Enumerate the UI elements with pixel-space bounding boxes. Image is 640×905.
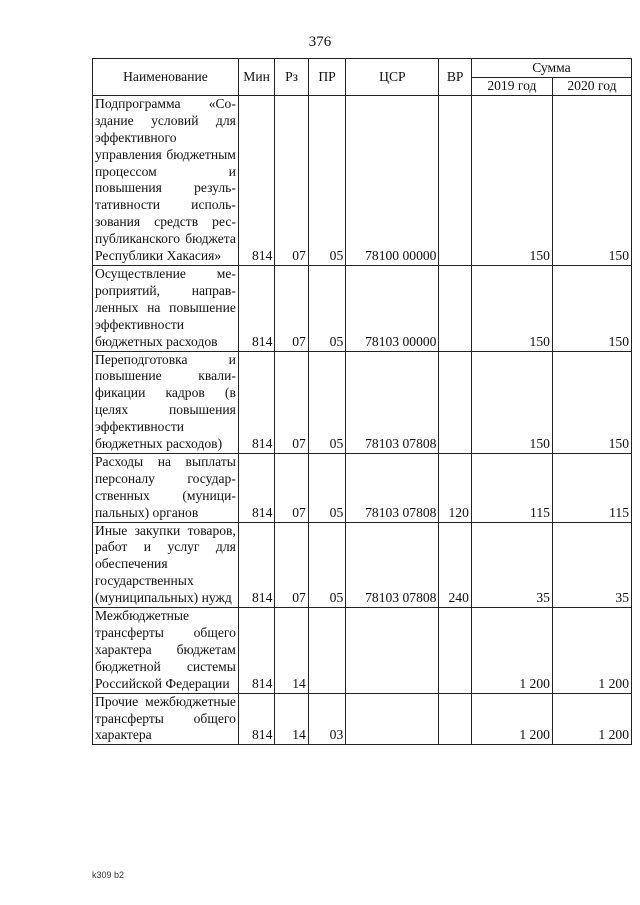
row-pr (308, 608, 345, 694)
row-vr: 120 (439, 453, 471, 522)
row-sum-2019: 1 200 (471, 608, 552, 694)
table-row (93, 95, 632, 265)
row-sum-2020: 150 (552, 95, 631, 265)
row-min: 814 (238, 265, 274, 351)
row-name: Иные закупки товаров, работ и услуг для обеспечения государственных (муниципальных) нужд (93, 522, 239, 608)
row-min: 814 (238, 453, 274, 522)
page-number: 376 (308, 34, 332, 50)
row-sum-2020: 150 (552, 351, 631, 453)
row-sum-2020: 150 (552, 265, 631, 351)
row-sum-2020: 115 (552, 453, 631, 522)
table-row (93, 351, 632, 453)
row-min: 814 (238, 351, 274, 453)
row-name: Осуществление мероприятий, направленных на повышение эффективности бюджетных расходов (93, 265, 239, 351)
row-pr: 05 (308, 95, 345, 265)
row-min: 814 (238, 522, 274, 608)
row-rz: 14 (275, 693, 308, 745)
row-vr (439, 95, 471, 265)
row-name: Переподготовка и повышение квалификации кадров (в целях повышения эффективности бюджетных расходов) (93, 351, 239, 453)
row-sum-2019: 150 (471, 265, 552, 351)
row-pr: 03 (308, 693, 345, 745)
header-min: Мин (238, 59, 274, 96)
row-sum-2020: 1 200 (552, 693, 631, 745)
header-year-2020: 2020 год (552, 78, 631, 96)
row-rz: 07 (275, 453, 308, 522)
table-row (93, 522, 632, 608)
header-csr: ЦСР (346, 59, 439, 96)
header-year-2019: 2019 год (471, 78, 552, 96)
row-csr (346, 693, 439, 745)
row-min: 814 (238, 608, 274, 694)
row-sum-2019: 150 (471, 95, 552, 265)
row-pr: 05 (308, 265, 345, 351)
header-rz: Рз (275, 59, 308, 96)
footer-code: k309 b2 (92, 870, 125, 880)
header-pr: ПР (308, 59, 345, 96)
row-rz: 07 (275, 265, 308, 351)
header-sum: Сумма (471, 59, 631, 78)
row-vr (439, 693, 471, 745)
row-csr: 78103 07808 (346, 522, 439, 608)
row-min: 814 (238, 95, 274, 265)
row-rz: 07 (275, 351, 308, 453)
header-name: Наименование (93, 59, 239, 96)
row-sum-2020: 35 (552, 522, 631, 608)
row-sum-2019: 115 (471, 453, 552, 522)
table-row (93, 453, 632, 522)
row-csr: 78103 07808 (346, 453, 439, 522)
row-csr: 78100 00000 (346, 95, 439, 265)
header-vr: ВР (439, 59, 471, 96)
row-name: Межбюджетные трансферты общего характера бюджетам бюджетной системы Российской Федерации (93, 608, 239, 694)
row-name: Расходы на выплаты персоналу государственных (муниципальных) органов (93, 453, 239, 522)
table-row (93, 608, 632, 694)
row-vr (439, 265, 471, 351)
row-sum-2019: 150 (471, 351, 552, 453)
row-rz: 07 (275, 522, 308, 608)
row-vr (439, 351, 471, 453)
row-sum-2020: 1 200 (552, 608, 631, 694)
row-rz: 14 (275, 608, 308, 694)
row-csr: 78103 00000 (346, 265, 439, 351)
row-pr: 05 (308, 453, 345, 522)
row-name: Прочие межбюджетные трансферты общего характера (93, 693, 239, 745)
row-pr: 05 (308, 522, 345, 608)
row-rz: 07 (275, 95, 308, 265)
row-vr: 240 (439, 522, 471, 608)
row-min: 814 (238, 693, 274, 745)
row-csr: 78103 07808 (346, 351, 439, 453)
table-row (93, 693, 632, 745)
row-name: Подпрограмма «Создание условий для эффективного управления бюджетным процессом и повышения результативности использования средств республиканского бюджета Республики Хакасия» (93, 95, 239, 265)
row-csr (346, 608, 439, 694)
row-sum-2019: 1 200 (471, 693, 552, 745)
row-sum-2019: 35 (471, 522, 552, 608)
row-pr: 05 (308, 351, 345, 453)
table-row (93, 265, 632, 351)
row-vr (439, 608, 471, 694)
budget-table (92, 58, 632, 745)
